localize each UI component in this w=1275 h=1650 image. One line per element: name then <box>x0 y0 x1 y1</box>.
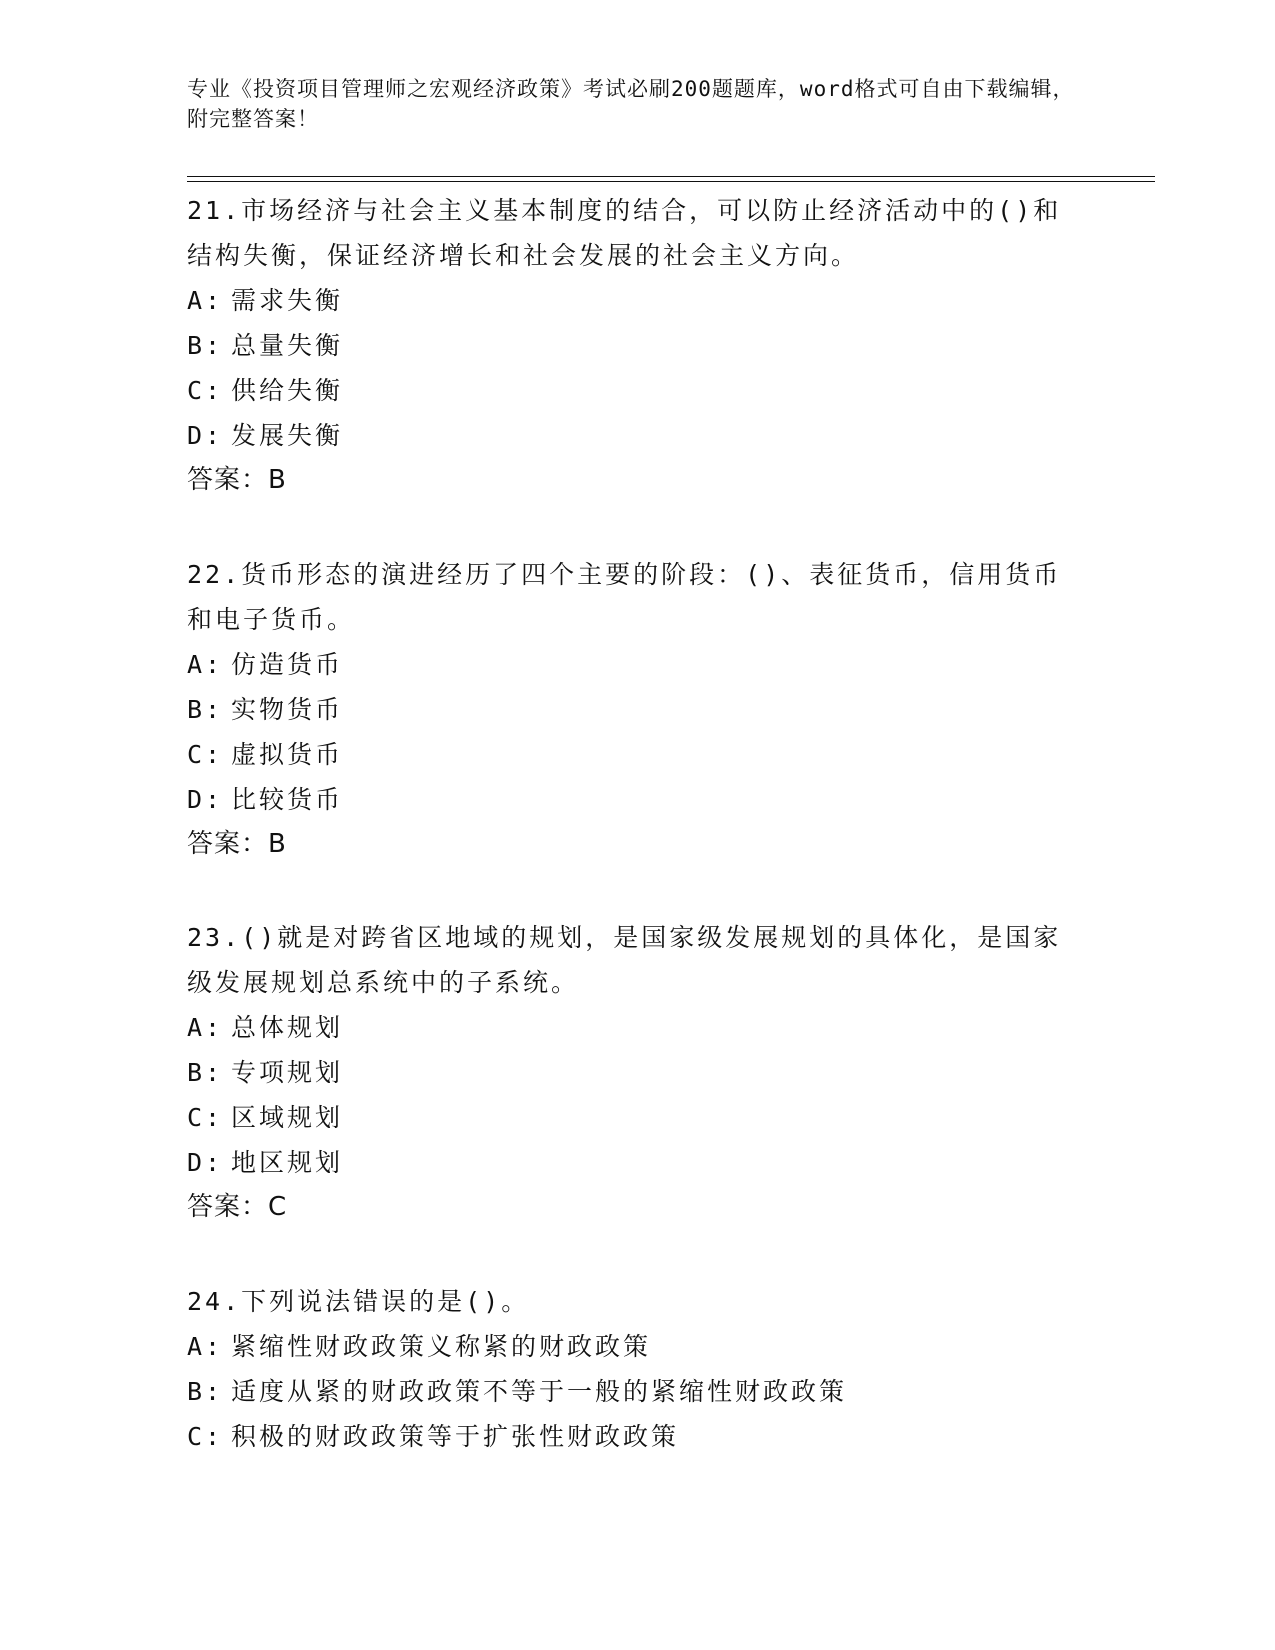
option-d <box>187 777 1087 822</box>
option-letter: B: <box>187 1058 224 1087</box>
question-22 <box>187 552 1087 867</box>
option-letter: C: <box>187 740 224 769</box>
document-header: 专业《投资项目管理师之宏观经济政策》考试必刷200题题库，word格式可自由下载编辑，附完整答案！ <box>187 77 1075 131</box>
option-c <box>187 1414 1087 1459</box>
option-text: 需求失衡 <box>231 286 344 315</box>
option-letter: A: <box>187 650 224 679</box>
option-b <box>187 1369 1087 1414</box>
question-stem: 24.下列说法错误的是()。 <box>187 1287 530 1316</box>
option-a <box>187 278 1087 323</box>
option-letter: A: <box>187 286 224 315</box>
option-b <box>187 687 1087 732</box>
option-a <box>187 642 1087 687</box>
option-a <box>187 1005 1087 1050</box>
option-c <box>187 368 1087 413</box>
option-text: 仿造货币 <box>231 650 344 679</box>
header-divider-top <box>187 176 1155 177</box>
option-letter: C: <box>187 1103 224 1132</box>
question-stem: 21.市场经济与社会主义基本制度的结合，可以防止经济活动中的()和结构失衡，保证经济增长和社会发展的社会主义方向。 <box>187 196 1062 270</box>
option-text: 虚拟货币 <box>231 740 344 769</box>
option-letter: D: <box>187 1148 224 1177</box>
option-letter: A: <box>187 1332 224 1361</box>
option-b <box>187 1050 1087 1095</box>
option-b <box>187 323 1087 368</box>
header-divider-bottom <box>187 181 1155 182</box>
question-21 <box>187 188 1087 503</box>
option-text: 总量失衡 <box>231 331 344 360</box>
answer-line: 答案：B <box>187 829 287 859</box>
option-text: 比较货币 <box>231 785 344 814</box>
option-letter: B: <box>187 695 224 724</box>
option-text: 紧缩性财政政策义称紧的财政政策 <box>231 1332 652 1361</box>
option-a <box>187 1324 1087 1369</box>
option-letter: A: <box>187 1013 224 1042</box>
answer-line: 答案：C <box>187 1192 288 1222</box>
option-letter: B: <box>187 331 224 360</box>
option-text: 专项规划 <box>231 1058 344 1087</box>
option-d <box>187 1140 1087 1185</box>
option-letter: C: <box>187 376 224 405</box>
option-text: 发展失衡 <box>231 421 344 450</box>
answer-line: 答案：B <box>187 465 287 495</box>
question-23 <box>187 915 1087 1230</box>
option-text: 适度从紧的财政政策不等于一般的紧缩性财政政策 <box>231 1377 848 1406</box>
option-text: 地区规划 <box>231 1148 344 1177</box>
option-letter: B: <box>187 1377 224 1406</box>
option-c <box>187 732 1087 777</box>
option-text: 总体规划 <box>231 1013 344 1042</box>
option-text: 供给失衡 <box>231 376 344 405</box>
option-d <box>187 413 1087 458</box>
option-text: 积极的财政政策等于扩张性财政政策 <box>231 1422 680 1451</box>
option-letter: C: <box>187 1422 224 1451</box>
option-letter: D: <box>187 421 224 450</box>
option-text: 区域规划 <box>231 1103 344 1132</box>
option-letter: D: <box>187 785 224 814</box>
question-24 <box>187 1279 1087 1459</box>
option-text: 实物货币 <box>231 695 344 724</box>
question-stem: 23.()就是对跨省区地域的规划，是国家级发展规划的具体化，是国家级发展规划总系统中的子系统。 <box>187 923 1062 997</box>
question-stem: 22.货币形态的演进经历了四个主要的阶段：()、表征货币，信用货币和电子货币。 <box>187 560 1062 634</box>
option-c <box>187 1095 1087 1140</box>
